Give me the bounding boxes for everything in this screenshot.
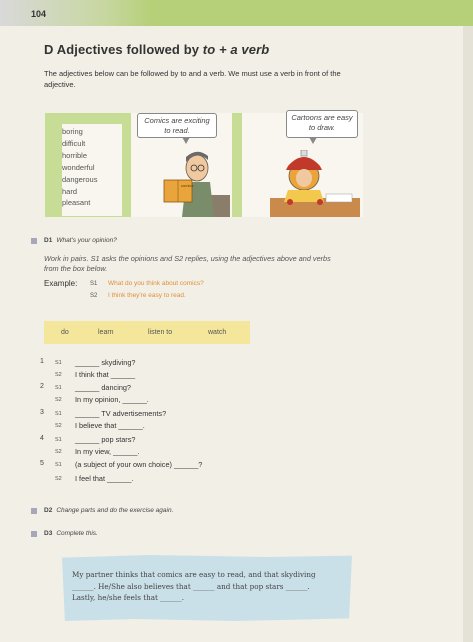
exercise-question: ______ dancing? [75,383,131,392]
example-label: Example: [44,279,78,288]
header-band [0,0,473,26]
exercise-number: 5 [40,460,44,467]
verb-item: do [61,329,69,336]
comic-book-label: comics [181,183,194,188]
d3-marker [31,531,37,537]
page-edge [463,26,473,642]
adjective-item: horrible [62,151,88,160]
speaker-label: S2 [55,423,62,429]
page-number: 104 [31,9,47,19]
d1-instruction: Work in pairs. S1 asks the opinions and S2 replies, using the adjectives above and verbs from the box below. [44,254,331,273]
speech-bubble-left: Comics are exciting to read. [137,113,217,138]
d2-heading: D2 Change parts and do the exercise again. [44,507,174,514]
verb-item: listen to [148,329,173,336]
adjective-item: boring [62,127,83,136]
verb-item: learn [98,329,114,336]
exercise-question: (a subject of your own choice) ______? [75,460,203,469]
speaker-label: S2 [55,397,62,403]
section-intro: The adjectives below can be followed by to and a verb. We must use a verb in front of the adjective. [44,69,341,89]
example-speaker: S1 [90,281,98,287]
speaker-label: S2 [55,449,62,455]
adjective-item: hard [62,187,78,196]
girl-drawing-illustration [270,150,360,217]
speaker-label: S1 [55,385,62,391]
verb-item: watch [208,329,227,336]
d3-heading: D3 Complete this. [44,530,98,537]
exercise-answer: I think that ______ [75,370,136,379]
exercise-answer: I feel that ______. [75,474,134,483]
exercise-answer: In my view, ______. [75,447,140,456]
example-line: I think they're easy to read. [108,292,186,299]
adjective-item: wonderful [62,163,95,172]
speaker-label: S2 [55,372,62,378]
exercise-question: ______ TV advertisements? [75,409,167,418]
boy-reading-illustration [150,150,230,217]
speaker-label: S1 [55,462,62,468]
exercise-question: ______ pop stars? [75,435,136,444]
speaker-label: S1 [55,437,62,443]
d2-marker [31,508,37,514]
section-title: D Adjectives followed by to + a verb [44,42,270,57]
speaker-label: S1 [55,360,62,366]
adjective-item: dangerous [62,175,98,184]
exercise-question: ______ skydiving? [75,358,136,367]
note-text: My partner thinks that comics are easy to read, and that skydiving ______. He/She also believes that ______ and that pop stars ______. Lastly, he/she feels that ______. [72,570,316,602]
speaker-label: S2 [55,476,62,482]
d1-heading: D1 What's your opinion? [44,237,117,244]
example-line: What do you think about comics? [108,280,204,287]
exercise-number: 4 [40,435,44,442]
speaker-label: S1 [55,411,62,417]
exercise-number: 2 [40,383,44,390]
speech-bubble-right: Cartoons are easy to draw. [286,110,358,138]
adjective-item: difficult [62,139,86,148]
exercise-answer: I believe that ______. [75,421,145,430]
exercise-number: 3 [40,409,44,416]
exercise-answer: In my opinion, ______. [75,395,149,404]
exercise-number: 1 [40,358,44,365]
adjective-item: pleasant [62,198,91,207]
example-speaker: S2 [90,293,98,299]
d1-marker [31,238,37,244]
